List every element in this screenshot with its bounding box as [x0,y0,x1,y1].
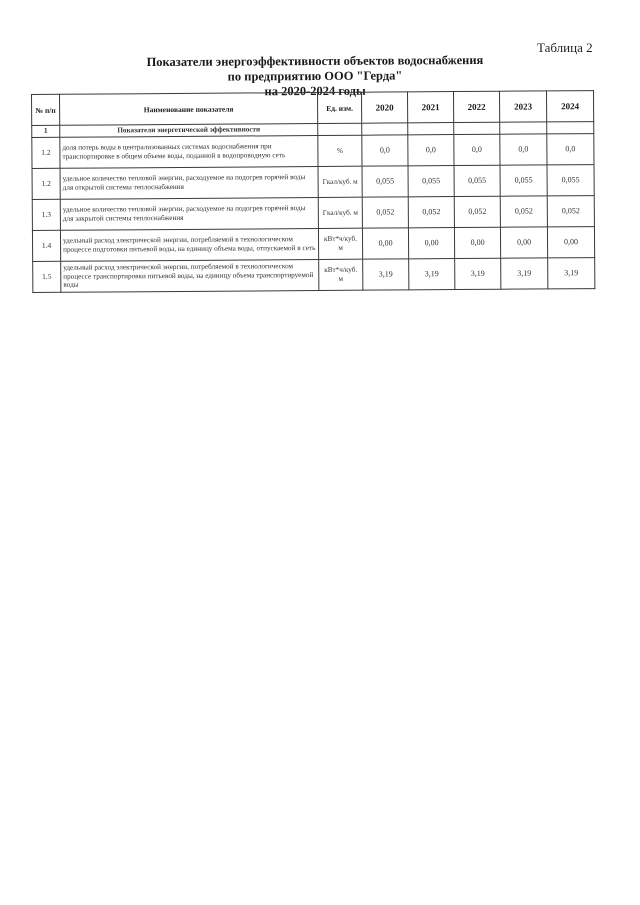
row-name: удельное количество тепловой энергии, расходуемое на подогрев горячей воды для открытой системы теплоснабжения [60,166,318,199]
row-value: 0,052 [500,196,547,227]
header-year: 2023 [499,91,546,122]
header-year: 2022 [453,91,499,122]
row-value: 3,19 [548,258,595,289]
row-unit: % [318,135,362,166]
row-value: 0,00 [454,227,500,258]
row-value: 0,055 [454,165,500,196]
row-name: удельный расход электрической энергии, потребляемой в технологическом процессе транспортировки питьевой воды, на единицу объема транспортируемой воды [61,259,319,292]
table-number: Таблица 2 [537,40,593,55]
row-value: 3,19 [501,258,548,289]
table-row [32,165,594,200]
row-unit: кВт*ч/куб. м [318,228,362,259]
row-unit: Гкал/куб. м [318,166,362,197]
empty-cell [362,123,408,135]
row-value: 3,19 [455,258,501,289]
table-header-row [32,91,594,126]
empty-cell [408,123,454,135]
row-value: 0,00 [500,227,547,258]
row-value: 0,055 [408,166,454,197]
table-row [32,227,594,262]
row-no: 1.5 [33,261,61,292]
table-row [33,258,595,293]
title-line-2: по предприятию ООО "Герда" [227,68,403,84]
row-no: 1.2 [32,137,60,168]
row-value: 0,052 [547,196,594,227]
header-year: 2024 [546,91,593,122]
row-value: 0,055 [500,165,547,196]
row-unit: Гкал/куб. м [318,197,362,228]
row-value: 0,052 [408,197,454,228]
header-name: Наименование показателя [60,92,318,125]
title-line-1: Показатели энергоэффективности объектов водоснабжения [146,52,484,70]
row-value: 0,00 [547,227,594,258]
row-value: 0,0 [454,134,500,165]
row-value: 3,19 [409,259,455,290]
header-year: 2021 [407,92,453,123]
empty-cell [500,122,547,134]
indicators-table-wrapper [31,90,594,293]
row-name: удельное количество тепловой энергии, расходуемое на подогрев горячей воды для закрытой системы теплоснабжения [60,197,318,230]
row-value: 0,0 [547,134,594,165]
row-value: 0,0 [408,135,454,166]
row-value: 0,055 [547,165,594,196]
empty-cell [454,122,500,134]
row-value: 0,055 [362,166,408,197]
row-no: 1.2 [32,168,60,199]
section-no: 1 [32,125,60,137]
row-value: 0,0 [500,134,547,165]
row-name: удельный расход электрической энергии, потребляемой в технологическом процессе подготовки питьевой воды, на единицу объема воды, отпускаемой в сеть [60,228,318,261]
row-unit: кВт*ч/куб. м [319,259,363,290]
empty-cell [318,123,362,135]
row-value: 0,00 [408,228,454,259]
table-row [32,134,594,169]
row-value: 0,00 [362,228,408,259]
row-no: 1.3 [32,199,60,230]
row-value: 0,052 [454,196,500,227]
indicators-table [31,90,595,293]
header-year: 2020 [361,92,407,123]
row-no: 1.4 [32,230,60,261]
table-row [32,196,594,231]
header-no: № п/п [32,94,60,125]
row-value: 0,052 [362,197,408,228]
title-line-3: на 2020-2024 годы [264,83,366,99]
row-value: 3,19 [363,259,409,290]
row-value: 0,0 [362,135,408,166]
row-name: доля потерь воды в централизованных системах водоснабжения при транспортировке в общем объеме воды, поданной в водопроводную сеть [60,135,318,168]
section-name: Показатели энергетической эффективности [60,123,318,137]
empty-cell [547,122,594,134]
header-unit: Ед. изм. [317,92,361,123]
